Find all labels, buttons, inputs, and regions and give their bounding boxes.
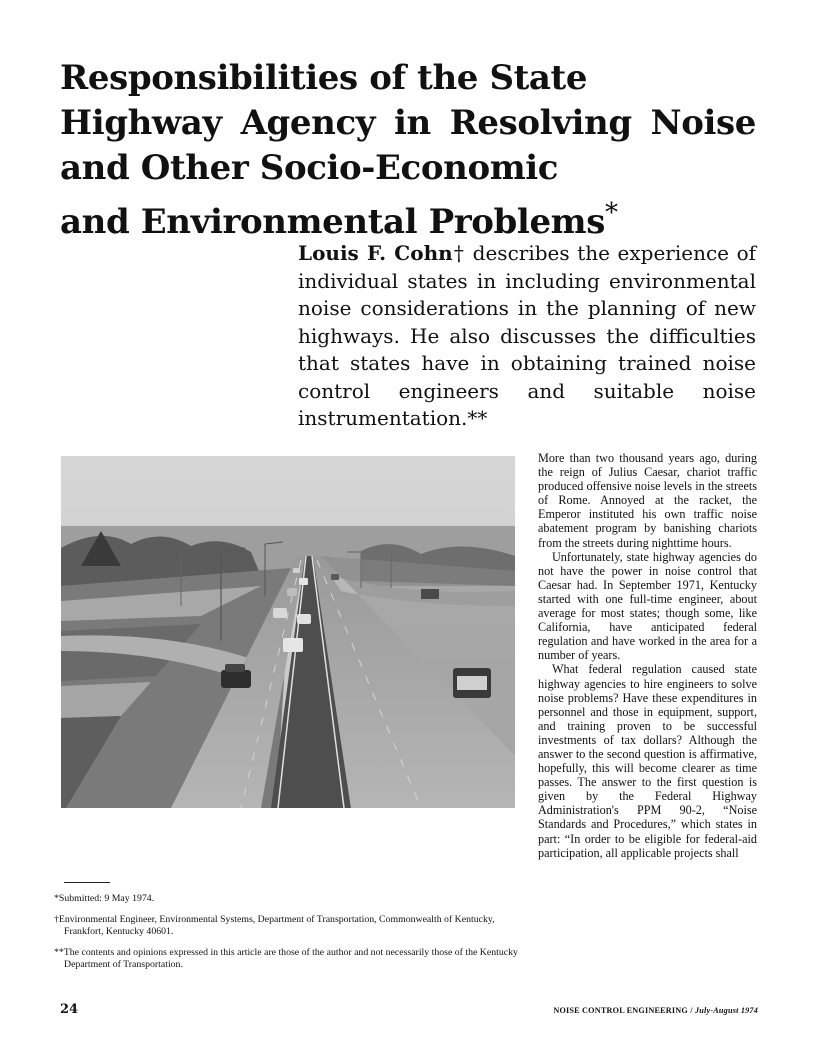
title-word: in [393, 103, 431, 143]
standfirst-text: describes the experience of individual states in including environmental noise considerations in the planning of new highways. He also discusses the difficulties that states have in obtaining trained noise control engineers and suitable noise instrumentation. [298, 241, 757, 430]
issue-date: July-August 1974 [694, 1006, 758, 1015]
title-word: Highway [60, 103, 222, 143]
title-word: Noise [650, 103, 756, 143]
title-line: Responsibilities of the State [60, 58, 588, 98]
journal-name: NOISE CONTROL ENGINEERING / [553, 1006, 695, 1015]
footnote-marker: ** [467, 406, 488, 430]
page-number: 24 [60, 1002, 79, 1017]
body-paragraph: Unfortunately, state highway agencies do not have the power in noise control that Caesar had. In September 1971, Kentucky started with one full-time engineer, about average for most states; though some, like California, have anticipated federal regulation and have worked in the area for a number of years. [538, 549, 757, 663]
body-column [538, 451, 757, 860]
article-title [60, 56, 780, 245]
body-paragraph: More than two thousand years ago, during the reign of Julius Caesar, chariot traffic produced offensive noise levels in the streets of Rome. Annoyed at the racket, the Emperor instituted his own traffic noise abatement program by banishing chariots from the streets during nighttime hours. [538, 451, 757, 550]
title-line: and Other Socio-Economic [60, 148, 559, 188]
footnote-divider [64, 882, 110, 883]
author-name: Louis F. Cohn [298, 241, 453, 265]
footnote-marker: † [452, 241, 466, 265]
footnotes [52, 893, 518, 980]
footnote-marker: * [605, 198, 618, 228]
body-paragraph: What federal regulation caused state highway agencies to hire engineers to solve noise problems? Have these expenditures in personnel and those in equipment, support, and training proven to be successful investments of tax dollars? Although the answer to the second question is affirmative, hopefully, this will become clearer as time passes. The answer to the first question is given by the Federal Highway Administration's PPM 90-2, “Noise Standards and Procedures,” which states in part: “In order to be eligible for federal-aid participation, all applicable projects shall [538, 662, 757, 860]
footnote: *Submitted: 9 May 1974. [54, 893, 155, 904]
standfirst [298, 240, 756, 433]
title-text: and Environmental Problems [60, 202, 605, 242]
footnote: †Environmental Engineer, Environmental Systems, Department of Transportation, Commonwealth of Kentucky, Frankfort, Kentucky 40601. [54, 914, 495, 937]
running-footer [553, 1006, 758, 1015]
title-word: Resolving [449, 103, 632, 143]
photograph-divided-highway-icon [61, 456, 515, 808]
title-word: Agency [240, 103, 376, 143]
title-line [60, 101, 756, 146]
title-line [60, 191, 780, 245]
footnote: **The contents and opinions expressed in this article are those of the author and not necessarily those of the Kentucky Department of Transportation. [54, 947, 518, 970]
highway-photo [61, 456, 515, 808]
